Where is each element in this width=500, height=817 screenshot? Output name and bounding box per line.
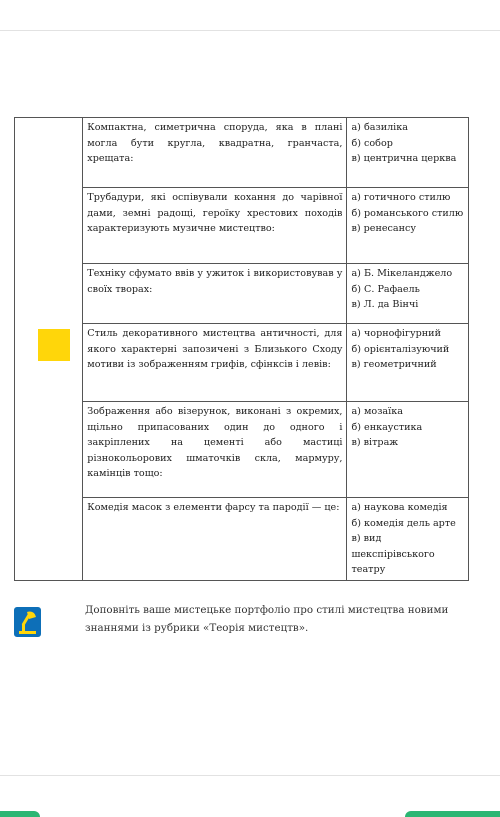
option-a: а) базиліка: [351, 122, 408, 133]
corner-accent-left: [0, 811, 40, 817]
option-b: б) романського стилю: [351, 207, 464, 219]
option-b: б) орієнталізуючий: [351, 343, 450, 355]
question-cell: Техніку сфумато ввів у ужиток і використовував у своїх творах:: [83, 264, 347, 324]
question-cell: Трубадури, які оспівували кохання до чарівної дами, земні радощі, героїку хрестових походів характеризують музичне мистецтво:: [83, 188, 347, 264]
question-cell: Комедія масок з елементи фарсу та пародії — це:: [83, 498, 347, 581]
table-row: [15, 118, 469, 188]
question-cell: Зображення або візерунок, виконані з окремих, щільно припасованих один до одного і закріплених на цементі або мастиці різнокольорових шматочків скла, мармуру, камінців тощо:: [83, 402, 347, 498]
options-cell: [347, 188, 469, 264]
options-cell: [347, 498, 469, 581]
top-divider: [0, 30, 500, 31]
option-b: б) комедія дель арте: [351, 517, 456, 529]
corner-accent-right: [405, 811, 500, 817]
option-a: а) Б. Мікеланджело: [351, 268, 453, 279]
option-c: в) вітраж: [351, 437, 399, 448]
option-a: а) мозаїка: [351, 406, 403, 417]
bottom-divider: [0, 775, 500, 776]
option-a: а) наукова комедія: [351, 502, 448, 513]
option-c: в) центрична церква: [351, 153, 457, 164]
lamp-icon: [14, 607, 41, 637]
quiz-table: [14, 117, 469, 581]
option-b: б) собор: [351, 137, 393, 149]
portfolio-note: Доповніть ваше мистецьке портфоліо про стилі мистецтва новими знаннями із рубрики «Теорія мистецтв».: [85, 604, 449, 634]
option-a: а) готичного стилю: [351, 192, 451, 203]
question-cell: Компактна, симетрична споруда, яка в плані могла бути кругла, квадратна, гранчаста, хрещата:: [83, 118, 347, 188]
options-cell: [347, 324, 469, 402]
option-a: а) чорнофігурний: [351, 328, 441, 339]
marker-column: [15, 118, 83, 581]
option-c: в) Л. да Вінчі: [351, 299, 419, 310]
options-cell: [347, 118, 469, 188]
options-cell: [347, 402, 469, 498]
question-cell: Стиль декоративного мистецтва античності, для якого характерні запозичені з Близького Сходу мотиви із зображенням грифів, сфінксів і левів:: [83, 324, 347, 402]
option-c: в) геометричний: [351, 359, 437, 370]
option-b: б) С. Рафаель: [351, 283, 420, 295]
option-c: в) ренесансу: [351, 223, 417, 234]
options-cell: [347, 264, 469, 324]
option-b: б) енкаустика: [351, 421, 423, 433]
option-c: в) вид шекспірівського театру: [351, 533, 435, 575]
yellow-marker: [38, 329, 70, 361]
